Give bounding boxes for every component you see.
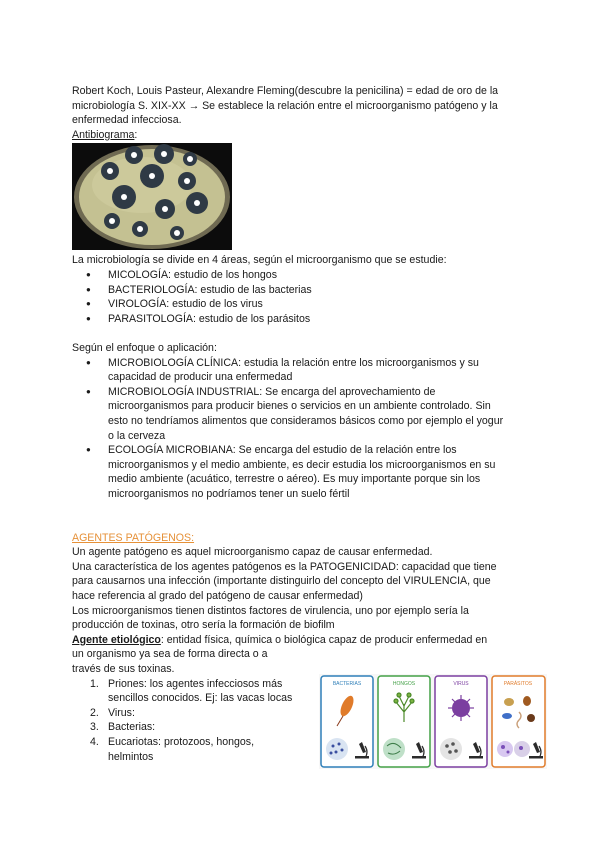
list-item: ● PARASITOLOGÍA: estudio de los parásitos xyxy=(72,312,532,327)
patogenos-line: Un agente patógeno es aquel microorganismo capaz de causar enfermedad. xyxy=(72,546,433,559)
patogenos-line: hace referencia al grado del patógeno de causar enfermedad) xyxy=(72,590,363,603)
list-item: ● MICROBIOLOGÍA CLÍNICA: estudia la relación entre los microorganismos y su capacidad de producir una enfermedad xyxy=(72,356,532,385)
header-parasitos: PARÁSITOS xyxy=(503,681,533,687)
areas-intro: La microbiología se divide en 4 áreas, según el microorganismo que se estudie: xyxy=(72,254,447,267)
document-page xyxy=(72,84,532,764)
enfoque-list xyxy=(72,356,532,502)
agente-etiologico-line-2: un organismo ya sea de forma directa o a xyxy=(72,648,268,661)
patogenos-line: Los microorganismos tienen distintos factores de virulencia, uno por ejemplo sería la xyxy=(72,604,469,617)
intro-line-3: enfermedad infecciosa. xyxy=(72,114,182,127)
list-item: 1. Priones: los agentes infecciosos más sencillos conocidos. Ej: las vacas locas xyxy=(90,677,293,705)
intro-line-1: Robert Koch, Louis Pasteur, Alexandre Fleming(descubre la penicilina) = edad de oro de la xyxy=(72,85,499,97)
agente-etiologico-line-3: través de sus toxinas. xyxy=(72,663,175,675)
header-bacterias: BACTERIAS xyxy=(332,681,362,687)
enfoque-intro: Según el enfoque o aplicación: xyxy=(72,341,217,354)
list-item: 2. Virus: xyxy=(90,706,135,719)
patogenos-line: Una característica de los agentes patógenos es la PATOGENICIDAD: capacidad que tiene xyxy=(72,560,497,573)
patogenos-line: para causarnos una infección (importante distinguirlo del concepto del VIRULENCIA, que xyxy=(72,575,491,588)
header-hongos: HONGOS xyxy=(392,681,416,687)
patogenos-line: producción de toxinas, otro sería la formación de biofilm xyxy=(72,619,335,632)
areas-list xyxy=(72,268,532,326)
antibiogram-petri-dish-image xyxy=(72,143,232,250)
list-item: 4. Eucariotas: protozoos, hongos, helmintos xyxy=(90,735,255,763)
etiologico-list xyxy=(72,677,302,765)
header-virus: VIRUS xyxy=(453,681,469,687)
list-item: 3. Bacterias: xyxy=(90,721,156,734)
agente-etiologico-label: Agente etiológico xyxy=(72,633,161,646)
list-item: ● MICOLOGÍA: estudio de los hongos xyxy=(72,268,532,283)
antibiograma-label: Antibiograma xyxy=(72,128,135,141)
intro-line-2: microbiología S. XIX-XX → Se establece la relación entre el microorganismo patógeno y la xyxy=(72,99,498,112)
list-item: ● ECOLOGÍA MICROBIANA: Se encarga del estudio de la relación entre los microorganismos y el medio ambiente, es decir estudia los microorganismos en su medio ambiente (acuático, terrestre o aéreo). Es muy importante porque sin los microorganismos no podríamos tener un suelo fértil xyxy=(72,443,532,501)
list-item: ● BACTERIOLOGÍA: estudio de las bacterias xyxy=(72,283,532,298)
list-item: ● VIROLOGÍA: estudio de los virus xyxy=(72,297,532,312)
agentes-patogenos-heading: AGENTES PATÓGENOS: xyxy=(72,531,195,544)
antibiograma-heading: Antibiograma: xyxy=(72,128,138,141)
list-item: ● MICROBIOLOGÍA INDUSTRIAL: Se encarga del aprovechamiento de microorganismos para producir bienes o servicios en un ambiente controlado. Sin esto no tendríamos alimentos que consideramos básicos como por ejemplo el yogur o la cerveza xyxy=(72,385,532,443)
pathogen-types-infographic xyxy=(319,674,547,769)
agente-etiologico-line-1: Agente etiológico: entidad física, química o biológica capaz de producir enfermedad en xyxy=(72,633,488,646)
